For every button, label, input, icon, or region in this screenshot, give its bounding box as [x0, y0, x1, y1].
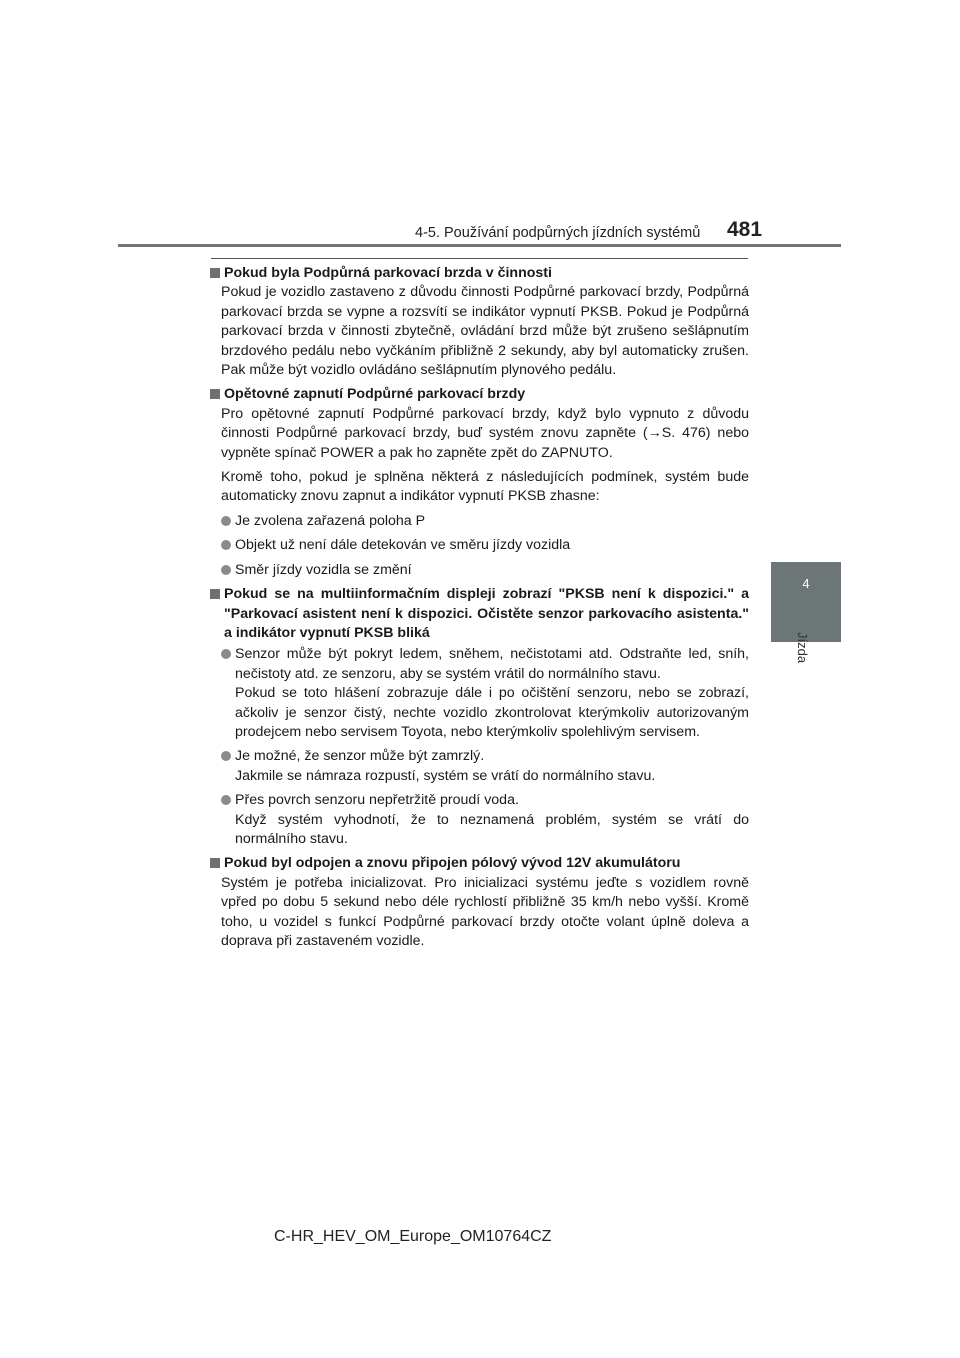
square-bullet-icon — [210, 268, 220, 278]
list-item — [209, 561, 749, 580]
section-heading-text: Pokud se na multiinformačním displeji zobrazí "PKSB není k dispozici." a "Parkovací asistent není k dispozici. Očistěte senzor parkovacího asistenta." a indikátor vypnutí PKSB bliká — [224, 586, 749, 641]
list-item-text — [235, 645, 749, 742]
list-item-text: Objekt už není dále detekován ve směru jízdy vozidla — [235, 537, 571, 554]
list-item — [209, 512, 749, 531]
list-item-line: Jakmile se námraza rozpustí, systém se vrátí do normálního stavu. — [235, 767, 656, 784]
content-rule — [211, 258, 748, 259]
section-battery-reconnect — [209, 854, 749, 951]
list-item — [209, 747, 749, 786]
section-heading — [209, 854, 749, 873]
list-item-text: Je zvolena zařazená poloha P — [235, 512, 426, 529]
round-bullet-icon — [221, 565, 231, 575]
list-item-text — [235, 747, 749, 786]
square-bullet-icon — [210, 389, 220, 399]
section-heading-text: Pokud byl odpojen a znovu připojen pólový vývod 12V akumulátoru — [224, 855, 681, 872]
paragraph: Pokud je vozidlo zastaveno z důvodu činnosti Podpůrné parkovací brzdy, Podpůrná parkovací brzda se vypne a rozsvítí se indikátor vypnutí PKSB. Pokud je Podpůrná parkovací brzda v činnosti zbytečně, ovládání brzd může být zrušeno sešlápnutím brzdového pedálu nebo vyčkáním přibližně 2 sekundy, aby byl automaticky zrušen. Pak může být vozidlo ovládáno sešlápnutím plynového pedálu. — [221, 284, 749, 379]
round-bullet-icon — [221, 516, 231, 526]
list-item-text — [235, 791, 749, 849]
round-bullet-icon — [221, 649, 231, 659]
header-rule — [118, 244, 841, 247]
list-item-line: Přes povrch senzoru nepřetržitě proudí voda. — [235, 792, 519, 809]
chapter-title: 4-5. Používání podpůrných jízdních systémů — [415, 225, 701, 241]
list-item-line: Je možné, že senzor může být zamrzlý. — [235, 748, 485, 765]
section-parking-brake-active — [209, 264, 749, 380]
list-item-line: Pokud se toto hlášení zobrazuje dále i po očištění senzoru, nebo se zobrazí, ačkoliv je senzor čistý, nechte vozidlo zkontrolovat kterýmkoliv autorizovaným prodejcem nebo servisem Toyota, nebo kterýmkoliv spolehlivým servisem. — [235, 685, 749, 740]
square-bullet-icon — [210, 858, 220, 868]
document-code: C-HR_HEV_OM_Europe_OM10764CZ — [274, 1228, 552, 1245]
square-bullet-icon — [210, 589, 220, 599]
chapter-tab-number: 4 — [802, 576, 810, 591]
section-heading-text: Pokud byla Podpůrná parkovací brzda v činnosti — [224, 265, 552, 281]
list-item-line: Senzor může být pokryt ledem, sněhem, nečistotami atd. Odstraňte led, sníh, nečistoty atd. ze senzoru, aby se systém vrátil do normálního stavu. — [235, 646, 749, 682]
section-reactivation — [209, 385, 749, 580]
section-heading — [209, 585, 749, 643]
page-content — [209, 264, 749, 956]
list-item — [209, 536, 749, 555]
paragraph: Systém je potřeba inicializovat. Pro inicializaci systému jeďte s vozidlem rovně vpřed po dobu 5 sekund nebo déle rychlostí přibližně 35 km/h nebo vyšší. Kromě toho, u vozidel s funkcí Podpůrné parkovací brzdy otočte volant úplně doleva a doprava při zastaveném vozidle. — [221, 874, 749, 949]
section-heading — [209, 385, 749, 404]
round-bullet-icon — [221, 751, 231, 761]
section-sensor-message — [209, 585, 749, 849]
list-item-text: Směr jízdy vozidla se změní — [235, 561, 412, 578]
round-bullet-icon — [221, 540, 231, 550]
page-number: 481 — [727, 218, 763, 241]
paragraph: Kromě toho, pokud je splněna některá z následujících podmínek, systém bude automaticky znovu zapnut a indikátor vypnutí PKSB zhasne: — [221, 469, 749, 505]
list-item — [209, 791, 749, 849]
list-item-line: Když systém vyhodnotí, že to neznamená problém, systém se vrátí do normálního stavu. — [235, 811, 749, 847]
round-bullet-icon — [221, 795, 231, 805]
paragraph: Pro opětovné zapnutí Podpůrné parkovací brzdy, když bylo vypnuto z důvodu činnosti Podpůrné parkovací brzdy, buď systém znovu zapněte (→S. 476) nebo vypněte spínač POWER a pak ho zapněte zpět do ZAPNUTO. — [221, 405, 749, 461]
section-heading — [209, 264, 749, 283]
list-item — [209, 645, 749, 742]
chapter-tab-label: Jízda — [795, 632, 810, 664]
section-heading-text: Opětovné zapnutí Podpůrné parkovací brzdy — [224, 386, 526, 403]
chapter-tab[interactable] — [771, 562, 841, 642]
